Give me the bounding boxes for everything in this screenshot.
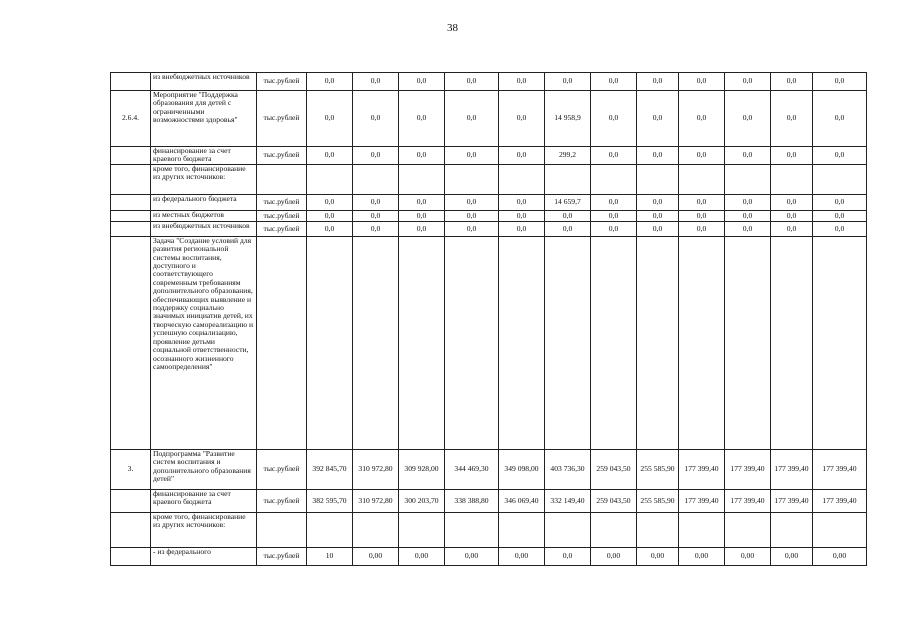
row-value-cell: 10 — [307, 547, 353, 565]
row-unit-cell: тыс.рублей — [257, 221, 307, 236]
row-value-cell — [445, 512, 499, 547]
row-value-cell — [637, 164, 679, 194]
row-unit-cell: тыс.рублей — [257, 194, 307, 210]
table-row — [111, 489, 867, 512]
row-value-cell: 259 043,50 — [591, 449, 637, 489]
row-value-cell: 0,0 — [679, 194, 725, 210]
table-row — [111, 164, 867, 194]
table-row — [111, 236, 867, 449]
table-row — [111, 91, 867, 147]
row-value-cell: 0,0 — [545, 73, 591, 91]
row-value-cell: 0,0 — [771, 147, 813, 165]
row-value-cell: 0,0 — [771, 73, 813, 91]
row-code-cell — [111, 221, 151, 236]
row-value-cell: 332 149,40 — [545, 489, 591, 512]
row-value-cell: 299,2 — [545, 147, 591, 165]
row-value-cell: 0,0 — [499, 221, 545, 236]
row-value-cell: 0,0 — [445, 73, 499, 91]
row-value-cell: 177 399,40 — [725, 489, 771, 512]
row-value-cell: 344 469,30 — [445, 449, 499, 489]
row-value-cell: 0,0 — [637, 194, 679, 210]
row-value-cell: 0,0 — [307, 210, 353, 221]
row-value-cell: 0,0 — [499, 210, 545, 221]
row-value-cell: 14 958,9 — [545, 91, 591, 147]
row-value-cell: 0,0 — [307, 73, 353, 91]
row-value-cell: 0,0 — [445, 194, 499, 210]
row-name-cell: из внебюджетных источников — [151, 73, 257, 91]
row-value-cell: 0,0 — [499, 73, 545, 91]
table-row — [111, 221, 867, 236]
row-value-cell: 0,0 — [399, 147, 445, 165]
row-value-cell: 0,00 — [725, 547, 771, 565]
row-value-cell: 0,00 — [637, 547, 679, 565]
row-value-cell: 392 845,70 — [307, 449, 353, 489]
row-name-cell: финансирование за счет краевого бюджета — [151, 147, 257, 165]
row-value-cell: 177 399,40 — [679, 449, 725, 489]
row-value-cell: 0,0 — [499, 91, 545, 147]
row-value-cell — [771, 512, 813, 547]
row-value-cell — [771, 164, 813, 194]
row-value-cell: 0,0 — [725, 73, 771, 91]
row-value-cell: 0,00 — [353, 547, 399, 565]
table-row — [111, 512, 867, 547]
row-value-cell: 0,0 — [725, 221, 771, 236]
row-value-cell: 0,0 — [591, 194, 637, 210]
row-value-cell — [725, 164, 771, 194]
row-unit-cell: тыс.рублей — [257, 210, 307, 221]
row-value-cell — [725, 512, 771, 547]
row-value-cell — [353, 164, 399, 194]
row-value-cell — [591, 512, 637, 547]
row-value-cell: 0,0 — [771, 221, 813, 236]
row-value-cell: 177 399,40 — [771, 449, 813, 489]
row-value-cell: 0,0 — [813, 210, 867, 221]
table-row — [111, 147, 867, 165]
row-value-cell — [499, 164, 545, 194]
row-value-cell: 0,0 — [637, 91, 679, 147]
row-value-cell: 0,0 — [307, 194, 353, 210]
row-value-cell: 0,0 — [679, 221, 725, 236]
row-value-cell: 0,00 — [445, 547, 499, 565]
row-value-cell: 346 069,40 — [499, 489, 545, 512]
row-code-cell — [111, 164, 151, 194]
row-value-cell — [591, 164, 637, 194]
row-value-cell: 0,0 — [813, 73, 867, 91]
row-unit-cell: тыс.рублей — [257, 147, 307, 165]
row-value-cell — [813, 512, 867, 547]
row-name-cell: из внебюджетных источников — [151, 221, 257, 236]
row-value-cell: 310 972,80 — [353, 489, 399, 512]
row-value-cell — [399, 164, 445, 194]
row-value-cell: 0,00 — [591, 547, 637, 565]
row-value-cell: 310 972,80 — [353, 449, 399, 489]
row-name-cell: Задача "Создание условий для развития региональной системы воспитания, доступного и соответствующего современным требованиям дополнительного образования, обеспечивающих выявление и поддержку социально значимых инициатив детей, их творческую самореализацию и успешную социализацию, проявление детьми социальной ответственности, осознанного жизненного самоопределения" — [151, 236, 257, 449]
table-row — [111, 73, 867, 91]
row-value-cell: 0,0 — [771, 91, 813, 147]
row-value-cell: 0,0 — [545, 547, 591, 565]
row-value-cell — [813, 164, 867, 194]
budget-table — [110, 72, 867, 566]
row-unit-cell: тыс.рублей — [257, 547, 307, 565]
row-value-cell: 0,00 — [813, 547, 867, 565]
row-value-cell: 0,0 — [813, 221, 867, 236]
row-value-cell: 177 399,40 — [771, 489, 813, 512]
table-row — [111, 449, 867, 489]
row-value-cell: 0,0 — [813, 91, 867, 147]
row-code-cell: 3. — [111, 449, 151, 489]
row-value-cell: 255 585,90 — [637, 489, 679, 512]
row-value-cell: 0,00 — [399, 547, 445, 565]
row-code-cell — [111, 194, 151, 210]
row-value-cell — [545, 512, 591, 547]
row-value-cell: 309 928,00 — [399, 449, 445, 489]
row-value-cell — [499, 512, 545, 547]
row-value-cell: 255 585,90 — [637, 449, 679, 489]
row-value-cell: 382 595,70 — [307, 489, 353, 512]
row-value-cell — [679, 236, 725, 449]
row-value-cell: 403 736,30 — [545, 449, 591, 489]
row-value-cell: 0,0 — [445, 221, 499, 236]
row-value-cell: 0,0 — [679, 147, 725, 165]
row-value-cell: 300 203,70 — [399, 489, 445, 512]
row-code-cell: 2.6.4. — [111, 91, 151, 147]
row-value-cell: 0,0 — [725, 91, 771, 147]
row-value-cell — [545, 236, 591, 449]
row-value-cell: 0,0 — [399, 221, 445, 236]
row-value-cell: 0,0 — [353, 91, 399, 147]
row-value-cell: 0,0 — [725, 147, 771, 165]
row-value-cell — [725, 236, 771, 449]
row-value-cell: 0,0 — [399, 91, 445, 147]
row-unit-cell — [257, 236, 307, 449]
row-value-cell: 0,0 — [445, 147, 499, 165]
row-value-cell — [591, 236, 637, 449]
row-value-cell — [499, 236, 545, 449]
row-value-cell — [307, 512, 353, 547]
row-value-cell: 338 388,80 — [445, 489, 499, 512]
row-value-cell: 0,0 — [591, 210, 637, 221]
row-value-cell — [679, 164, 725, 194]
row-value-cell: 0,0 — [725, 194, 771, 210]
row-value-cell: 0,0 — [679, 73, 725, 91]
row-value-cell — [813, 236, 867, 449]
row-name-cell: Мероприятие "Поддержка образования для детей с ограниченными возможностями здоровья" — [151, 91, 257, 147]
row-name-cell: Подпрограмма "Развитие систем воспитания и дополнительного образования детей" — [151, 449, 257, 489]
row-value-cell: 0,00 — [771, 547, 813, 565]
row-unit-cell: тыс.рублей — [257, 449, 307, 489]
row-value-cell — [307, 236, 353, 449]
row-value-cell — [353, 236, 399, 449]
row-value-cell: 0,0 — [637, 147, 679, 165]
row-value-cell — [545, 164, 591, 194]
table-body — [111, 73, 867, 566]
row-value-cell: 0,0 — [307, 91, 353, 147]
row-code-cell — [111, 512, 151, 547]
row-unit-cell — [257, 512, 307, 547]
table-row — [111, 210, 867, 221]
row-value-cell: 0,0 — [499, 147, 545, 165]
table-row — [111, 194, 867, 210]
row-value-cell: 349 098,00 — [499, 449, 545, 489]
row-value-cell: 0,00 — [499, 547, 545, 565]
row-value-cell: 0,0 — [353, 147, 399, 165]
row-value-cell — [771, 236, 813, 449]
row-value-cell: 259 043,50 — [591, 489, 637, 512]
row-value-cell: 0,0 — [353, 194, 399, 210]
row-value-cell: 0,0 — [445, 91, 499, 147]
row-value-cell: 0,0 — [499, 194, 545, 210]
row-value-cell: 0,0 — [353, 210, 399, 221]
row-value-cell — [353, 512, 399, 547]
row-name-cell: кроме того, финансирование из других источников: — [151, 164, 257, 194]
row-value-cell: 0,0 — [445, 210, 499, 221]
row-value-cell: 0,0 — [353, 73, 399, 91]
row-name-cell: - из федерального — [151, 547, 257, 565]
row-value-cell: 0,0 — [399, 210, 445, 221]
row-value-cell — [399, 512, 445, 547]
row-value-cell: 0,0 — [307, 147, 353, 165]
row-value-cell: 0,0 — [771, 194, 813, 210]
row-unit-cell — [257, 164, 307, 194]
row-value-cell: 177 399,40 — [725, 449, 771, 489]
row-value-cell: 177 399,40 — [813, 449, 867, 489]
row-unit-cell: тыс.рублей — [257, 73, 307, 91]
row-value-cell: 0,0 — [813, 194, 867, 210]
row-name-cell: финансирование за счет краевого бюджета — [151, 489, 257, 512]
row-value-cell: 0,0 — [591, 73, 637, 91]
row-code-cell — [111, 210, 151, 221]
row-value-cell: 0,0 — [545, 210, 591, 221]
row-value-cell — [445, 236, 499, 449]
row-value-cell: 177 399,40 — [679, 489, 725, 512]
row-value-cell: 0,00 — [679, 547, 725, 565]
row-code-cell — [111, 147, 151, 165]
row-value-cell: 0,0 — [353, 221, 399, 236]
row-value-cell — [637, 512, 679, 547]
row-value-cell: 0,0 — [637, 221, 679, 236]
row-value-cell: 0,0 — [813, 147, 867, 165]
row-name-cell: из местных бюджетов — [151, 210, 257, 221]
row-value-cell: 0,0 — [771, 210, 813, 221]
row-value-cell — [307, 164, 353, 194]
row-value-cell: 0,0 — [545, 221, 591, 236]
row-value-cell: 0,0 — [637, 210, 679, 221]
row-value-cell: 0,0 — [679, 210, 725, 221]
row-value-cell: 0,0 — [399, 194, 445, 210]
row-value-cell: 0,0 — [591, 221, 637, 236]
row-value-cell: 0,0 — [725, 210, 771, 221]
row-unit-cell: тыс.рублей — [257, 91, 307, 147]
row-value-cell — [445, 164, 499, 194]
row-name-cell: из федерального бюджета — [151, 194, 257, 210]
row-value-cell: 0,0 — [399, 73, 445, 91]
row-value-cell — [637, 236, 679, 449]
row-value-cell: 0,0 — [679, 91, 725, 147]
page-number: 38 — [447, 22, 458, 34]
row-value-cell — [399, 236, 445, 449]
row-code-cell — [111, 236, 151, 449]
row-code-cell — [111, 547, 151, 565]
row-value-cell — [679, 512, 725, 547]
row-unit-cell: тыс.рублей — [257, 489, 307, 512]
row-value-cell: 0,0 — [591, 147, 637, 165]
row-code-cell — [111, 489, 151, 512]
row-value-cell: 0,0 — [637, 73, 679, 91]
row-value-cell: 0,0 — [307, 221, 353, 236]
row-value-cell: 14 659,7 — [545, 194, 591, 210]
row-name-cell: кроме того, финансирование из других источников: — [151, 512, 257, 547]
row-code-cell — [111, 73, 151, 91]
table-row — [111, 547, 867, 565]
row-value-cell: 0,0 — [591, 91, 637, 147]
row-value-cell: 177 399,40 — [813, 489, 867, 512]
